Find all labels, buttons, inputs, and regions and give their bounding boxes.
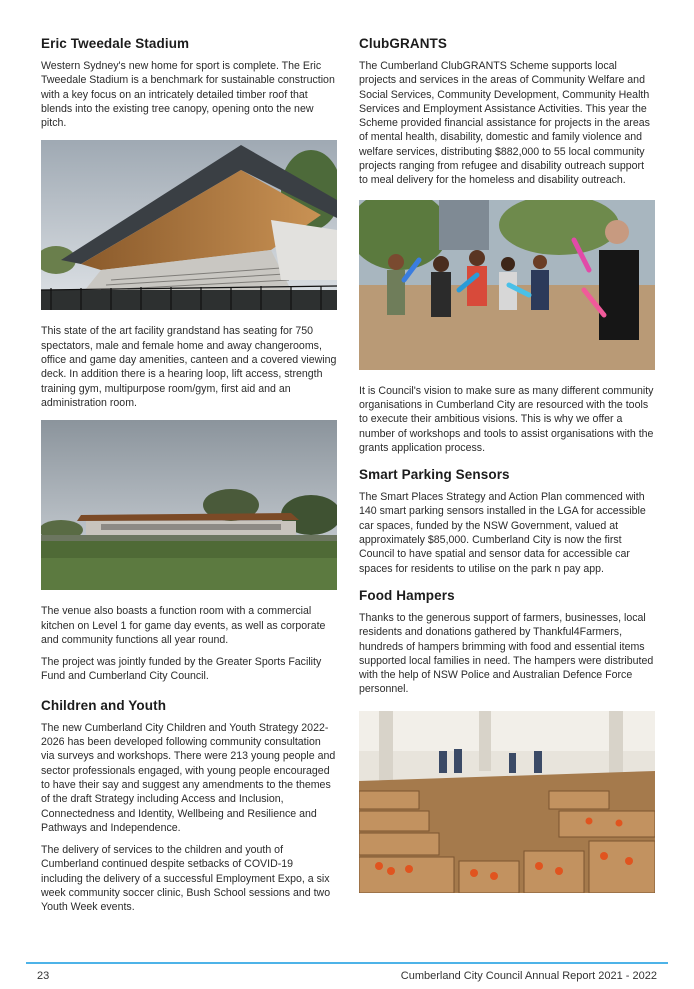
clubgrants-vision: It is Council's vision to make sure as many different community organisations in Cumberland City are resourced with the tools to execute their ambitious visions. This is why we offer a number of workshops and tools to assist organisations with the grants application process. (359, 384, 654, 454)
report-title: Cumberland City Council Annual Report 2021 - 2022 (400, 970, 657, 982)
stadium-function-room: The venue also boasts a function room with a commercial kitchen on Level 1 for game day events, as well as corporate and community functions all year round. (41, 605, 326, 646)
parking-heading: Smart Parking Sensors (359, 467, 510, 483)
children-strategy: The new Cumberland City Children and Youth Strategy 2022-2026 has been developed following community consultation via surveys and workshops. There were 213 young people and sector professionals engaged, with young people encouraged to have their say and suggest any amendments to the themes of the draft Strategy including Access and Inclusion, Connectedness and Identity, Wellbeing and Resilience and Pathways and Independence. (41, 721, 336, 834)
hampers-heading: Food Hampers (359, 587, 455, 603)
children-services: The delivery of services to the children and youth of Cumberland continued despite setbacks of COVID-19 including the delivery of a successful Employment Expo, a six week community soccer clinic, Bush School sessions and two Youth Week events. (41, 844, 331, 914)
stadium-field-photo (41, 420, 337, 590)
stadium-grandstand-photo (41, 140, 337, 310)
hampers-support: Thanks to the generous support of farmers, businesses, local residents and donations gathered by Thankful4Farmers, hundreds of hampers brimming with food and essential items supported local families in need. The hampers were distributed with the help of NSW Police and Australian Defence Force personnel. (359, 611, 654, 696)
stadium-facilities: This state of the art facility grandstand has seating for 750 spectators, male and female home and away changerooms, office and game day amenities, canteen and a covered viewing deck. In addition there is a hearing loop, lift access, strength training gym, multipurpose room/gym, first aid and an administration room. (41, 325, 337, 409)
stadium-funding: The project was jointly funded by the Greater Sports Facility Fund and Cumberland City Council. (41, 656, 322, 683)
stadium-intro: Western Sydney's new home for sport is complete. The Eric Tweedale Stadium is a benchmark for sustainable construction with a key focus on an intricately detailed timber roof that blends into the existing tree canopy, opening onto the new pitch. (41, 60, 335, 130)
clubgrants-kids-photo (359, 200, 655, 370)
stadium-heading: Eric Tweedale Stadium (41, 36, 190, 51)
children-heading: Children and Youth (41, 697, 167, 713)
food-hampers-photo (359, 711, 655, 893)
clubgrants-heading: ClubGRANTS (359, 36, 447, 51)
clubgrants-scheme: The Cumberland ClubGRANTS Scheme supports local projects and services in the areas of Community Welfare and Social Services, Community Development, Community Health Services and Employment Assistance Activities. This year the Scheme provided financial assistance for projects in the areas of mental health, disability, domestic and family violence and welfare services, distributing $882,000 to 55 local community projects ranging from refugee and disability outreach support to meal delivery for the homeless and disability outreach. (359, 60, 650, 187)
right-column (359, 36, 655, 907)
parking-sensors: The Smart Places Strategy and Action Plan commenced with 140 smart parking sensors installed in the LGA for accessible car spaces, funded by the NSW Government, valued at approximately $85,000. Cumberland City is now the first Council to have spatial and sensor data for accessible car spaces for residents to utilise on the park n pay app. (359, 491, 646, 575)
left-column (41, 36, 337, 923)
footer-divider (26, 962, 668, 964)
page-number: 23 (37, 970, 50, 982)
